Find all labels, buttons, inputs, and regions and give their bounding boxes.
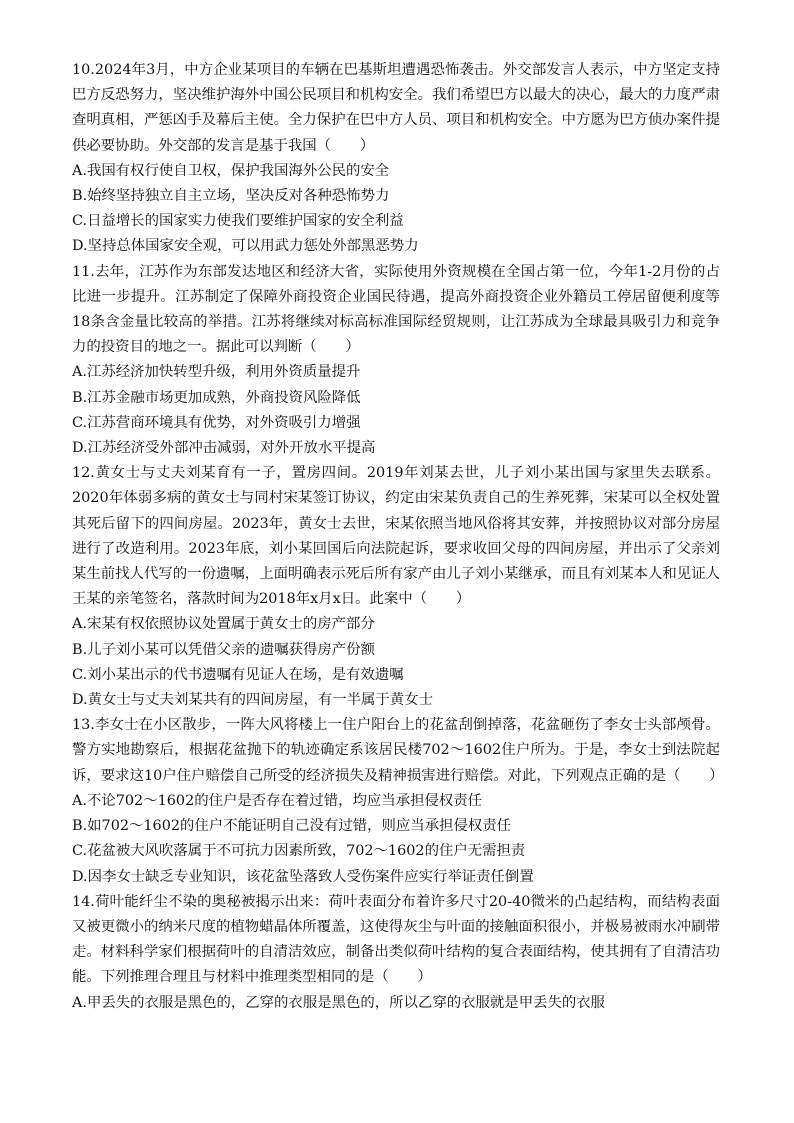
question-stem: 12.黄女士与丈夫刘某育有一子，置房四间。2019年刘某去世，儿子刘小某出国与家里失去联系。2020年体弱多病的黄女士与同村宋某签订协议，约定由宋某负责自己的生养死葬，宋某可以全权处置其死后留下的四间房屋。2023年，黄女士去世，宋某依照当地风俗将其安葬，并按照协议对部分房屋进行了改造利用。2023年底，刘小某回国后向法院起诉，要求收回父母的四间房屋，并出示了父亲刘某生前找人代写的一份遗嘱，上面明确表示死后所有家产由儿子刘小某继承，而且有刘某本人和见证人王某的亲笔签名，落款时间为2018年x月x日。此案中（ ） [72, 465, 720, 608]
answer-option: A.甲丢失的衣服是黑色的，乙穿的衣服是黑色的，所以乙穿的衣服就是甲丢失的衣服 [72, 994, 606, 1011]
question-13 [72, 713, 724, 889]
question-12 [72, 461, 720, 713]
answer-option: C.江苏营商环境具有优势，对外资吸引力增强 [72, 414, 361, 431]
answer-option: B.如702～1602的住户不能证明自己没有过错，则应当承担侵权责任 [72, 818, 512, 835]
question-14 [72, 890, 720, 1016]
answer-option: C.刘小某出示的代书遗嘱有见证人在场，是有效遗嘱 [72, 666, 404, 683]
answer-option: A.江苏经济加快转型升级，利用外资质量提升 [72, 364, 361, 381]
answer-option: D.江苏经济受外部冲击减弱，对外开放水平提高 [72, 440, 376, 457]
answer-option: B.始终坚持独立自主立场，坚决反对各种恐怖势力 [72, 188, 390, 205]
answer-option: B.儿子刘小某可以凭借父亲的遗嘱获得房产份额 [72, 641, 375, 658]
question-stem: 10.2024年3月，中方企业某项目的车辆在巴基斯坦遭遇恐怖袭击。外交部发言人表示，中方坚定支持巴方反恐努力，坚决维护海外中国公民项目和机构安全。我们希望巴方以最大的决心，最大的力度严肃查明真相，严惩凶手及幕后主使。全力保护在巴中方人员、项目和机构安全。中方愿为巴方侦办案件提供必要协助。外交部的发言是基于我国（ ） [72, 62, 720, 154]
question-stem: 11.去年，江苏作为东部发达地区和经济大省，实际使用外资规模在全国占第一位，今年1-2月份的占比进一步提升。江苏制定了保障外商投资企业国民待遇，提高外商投资企业外籍员工停居留便利度等18条含金量比较高的举措。江苏将继续对标高标准国际经贸规则，让江苏成为全球最具吸引力和竞争力的投资目的地之一。据此可以判断（ ） [72, 263, 720, 356]
answer-option: D.因李女士缺乏专业知识，该花盆坠落致人受伤案件应实行举证责任倒置 [72, 868, 534, 885]
answer-option: A.不论702～1602的住户是否存在着过错，均应当承担侵权责任 [72, 792, 483, 809]
answer-option: A.我国有权行使自卫权，保护我国海外公民的安全 [72, 162, 390, 179]
answer-option: C.日益增长的国家实力使我们要维护国家的安全利益 [72, 213, 404, 230]
answer-option: A.宋某有权依照协议处置属于黄女士的房产部分 [72, 616, 375, 633]
question-11 [72, 260, 720, 462]
answer-option: D.黄女士与丈夫刘某共有的四间房屋，有一半属于黄女士 [72, 692, 433, 709]
question-stem: 13.李女士在小区散步，一阵大风将楼上一住户阳台上的花盆刮倒掉落，花盆砸伤了李女士头部颅骨。警方实地勘察后，根据花盆抛下的轨迹确定系该居民楼702～1602住户所为。于是，李女士到法院起诉，要求这10户住户赔偿自己所受的经济损失及精神损害进行赔偿。对此，下列观点正确的是（ ） [72, 717, 724, 784]
answer-option: B.江苏金融市场更加成熟，外商投资风险降低 [72, 389, 361, 406]
question-10 [72, 58, 720, 260]
answer-option: C.花盆被大风吹落属于不可抗力因素所致，702～1602的住户无需担责 [72, 843, 526, 860]
exam-page [72, 58, 724, 1016]
answer-option: D.坚持总体国家安全观，可以用武力惩处外部黑恶势力 [72, 238, 419, 255]
question-stem: 14.荷叶能纤尘不染的奥秘被揭示出来：荷叶表面分布着许多尺寸20-40微米的凸起结构，而结构表面又被更微小的纳米尺度的植物蜡晶体所覆盖，这使得灰尘与叶面的接触面积很小，并极易被雨水冲刷带走。材料科学家们根据荷叶的自清洁效应，制备出类似荷叶结构的复合表面结构，使其拥有了自清洁功能。下列推理合理且与材料中推理类型相同的是（ ） [72, 893, 720, 986]
